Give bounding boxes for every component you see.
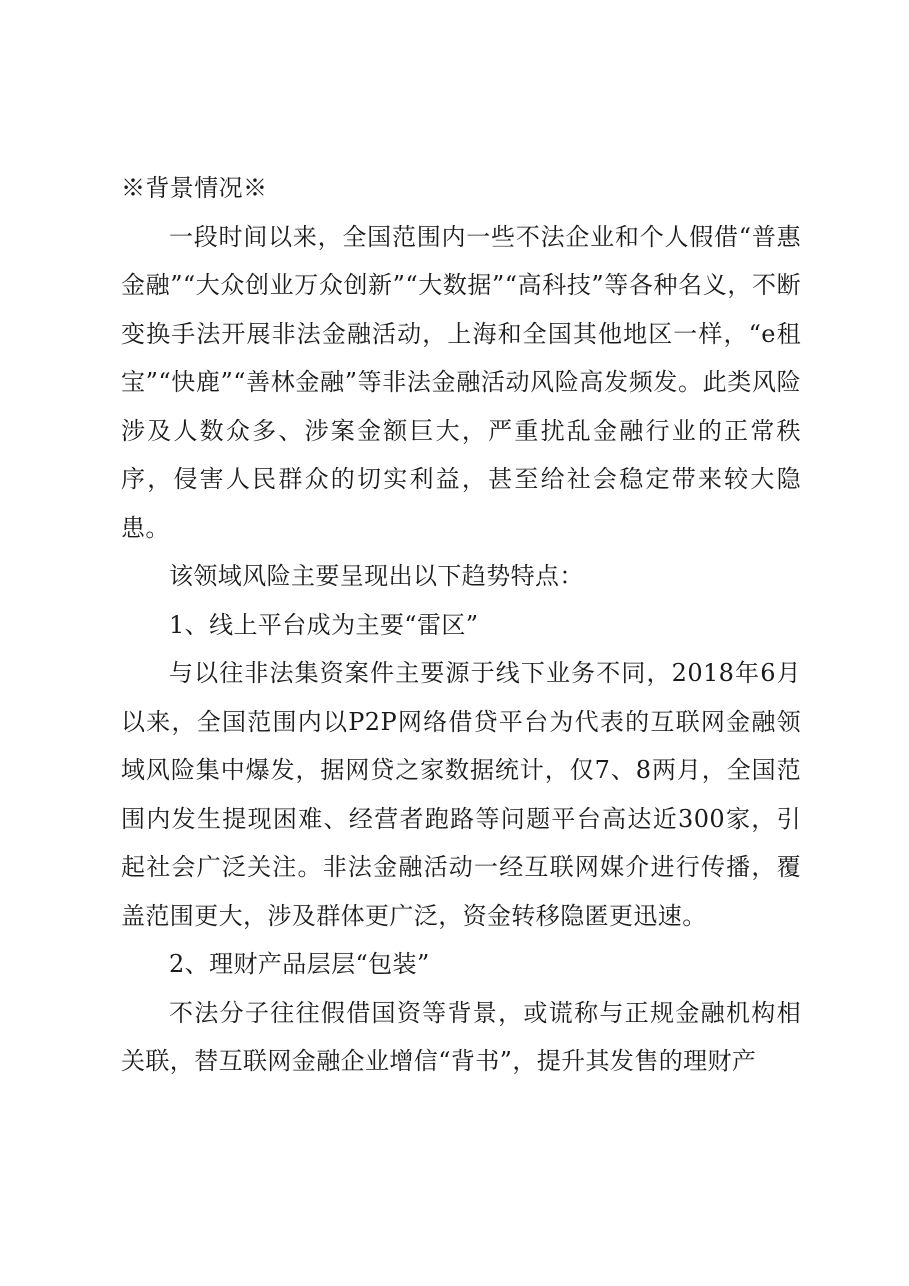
paragraph-trend-intro: 该领域风险主要呈现出以下趋势特点： [169,562,584,590]
paragraph-point-2: 不法分子往往假借国资等背景，或谎称与正规金融机构相关联，替互联网金融企业增信“背书”，提升其发售的理财产 [121,998,801,1075]
paragraph-background: 一段时间以来，全国范围内一些不法企业和个人假借“普惠金融”“大众创业万众创新”“大数据”“高科技”等各种名义，不断变换手法开展非法金融活动，上海和全国其他地区一样，“e租宝”“快鹿”“善林金融”等非法金融活动风险高发频发。此类风险涉及人数众多、涉案金额巨大，严重扰乱金融行业的正常秩序，侵害人民群众的切实利益，甚至给社会稳定带来较大隐患。 [121,222,801,542]
document-body [121,164,801,1086]
subheading-point-1: 1、线上平台成为主要“雷区” [169,610,479,639]
paragraph-point-1: 与以往非法集资案件主要源于线下业务不同，2018年6月以来，全国范围内以P2P网络借贷平台为代表的互联网金融领域风险集中爆发，据网贷之家数据统计，仅7、8两月，全国范围内发生提现困难、经营者跑路等问题平台高达近300家，引起社会广泛关注。非法金融活动一经互联网媒介进行传播，覆盖范围更大，涉及群体更广泛，资金转移隐匿更迅速。 [121,659,801,930]
subheading-point-2: 2、理财产品层层“包装” [169,950,430,978]
section-heading: ※背景情况※ [121,174,268,202]
